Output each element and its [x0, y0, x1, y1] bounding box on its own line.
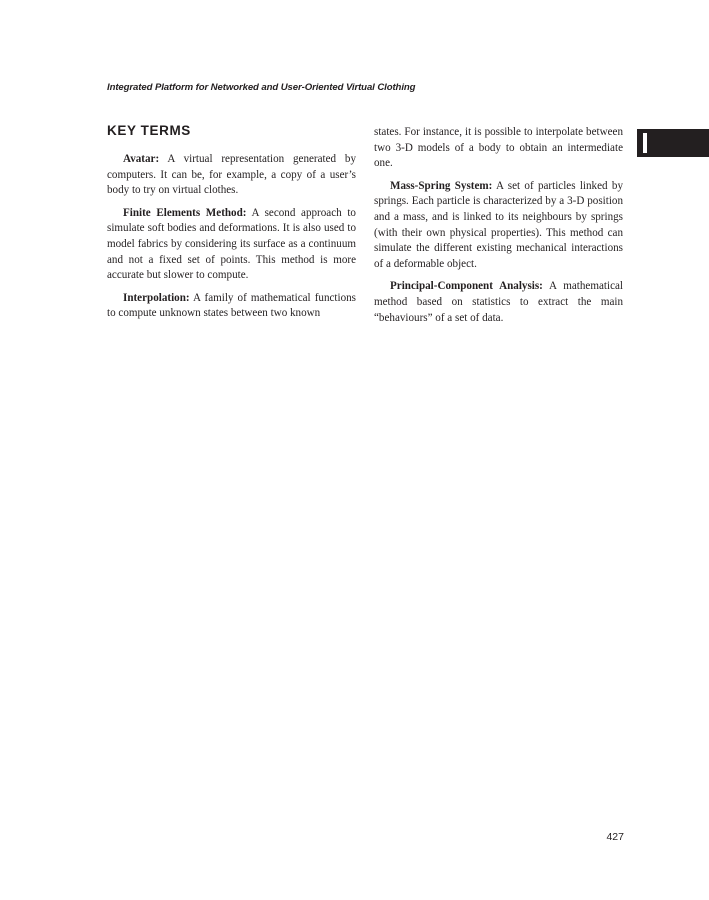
term-entry-finite-elements-method — [107, 206, 356, 284]
term-name: Finite Elements Method: — [123, 206, 247, 219]
term-name: Mass-Spring System: — [390, 179, 493, 192]
right-column — [374, 125, 623, 333]
term-name: Principal-Component Analysis: — [390, 280, 543, 293]
term-entry-principal-component-analysis — [374, 279, 623, 326]
term-name: Avatar: — [123, 153, 160, 165]
term-definition: A family of mathematical functions to compute unknown states between two known — [107, 291, 356, 320]
term-entry-mass-spring-system — [374, 179, 623, 273]
left-column — [107, 152, 356, 329]
term-entry-interpolation — [107, 291, 356, 322]
term-definition: A set of particles linked by springs. Each particle is characterized by a 3-D position and a mass, and is linked to its neighbours by springs (with their own physical properties). This method can simulate the different existing mechanical interactions of a deformable object. — [374, 179, 623, 270]
term-definition: A virtual representation generated by computers. It can be, for example, a copy of a user’s body to try on virtual clothes. — [107, 153, 356, 197]
thumb-tab-bar-icon — [643, 133, 647, 153]
term-name: Interpolation: — [123, 291, 190, 304]
term-definition: A mathematical method based on statistics to extract the main “behaviours” of a set of data. — [374, 280, 623, 324]
running-head: Integrated Platform for Networked and User-Oriented Virtual Clothing — [107, 82, 416, 93]
term-definition: A second approach to simulate soft bodies and deformations. It is also used to model fabrics by considering its surface as a continuum and not a fixed set of points. This method is more accurate but slower to compute. — [107, 206, 356, 282]
chapter-thumb-tab — [637, 129, 709, 157]
section-heading: KEY TERMS — [107, 123, 191, 138]
page-number: 427 — [606, 831, 624, 843]
term-entry-interpolation-continued: states. For instance, it is possible to interpolate between two 3-D models of a body to obtain an intermediate one. — [374, 126, 623, 170]
term-entry-avatar — [107, 152, 356, 199]
